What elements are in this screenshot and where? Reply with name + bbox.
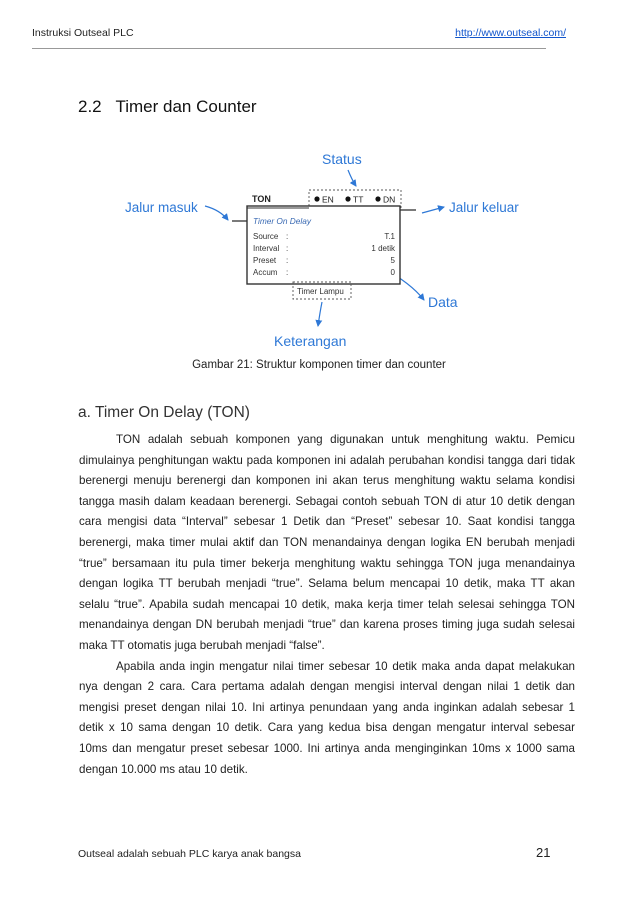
label-status: Status xyxy=(322,151,362,167)
block-comment: Timer Lampu xyxy=(297,287,344,296)
block-type: Timer On Delay xyxy=(253,216,312,226)
row-interval-label: Interval xyxy=(253,244,280,253)
status-arrow xyxy=(348,170,356,186)
row-preset-label: Preset xyxy=(253,256,277,265)
block-name: TON xyxy=(252,194,271,204)
label-input: Jalur masuk xyxy=(125,200,198,215)
status-dot-en xyxy=(314,196,319,201)
input-arrow xyxy=(205,206,228,220)
description-arrow xyxy=(318,302,322,326)
row-accum-label: Accum xyxy=(253,268,278,277)
row-preset-sep: : xyxy=(286,256,289,265)
subsection-title: a. Timer On Delay (TON) xyxy=(78,404,250,421)
section-title: 2.2 Timer dan Counter xyxy=(78,97,257,116)
row-interval-value: 1 detik xyxy=(371,244,395,253)
paragraph: TON adalah sebuah komponen yang digunakan untuk menghitung waktu. Pemicu dimulainya penghitungan waktu pada komponen ini adalah perubahan kondisi tangga dari tidak berenergi menuju berenergi dan komponen ini akan terus menghitung waktu selama kondisi tangga masih dalam keadaan berenergi. Sebagai contoh sebuah TON di atur 10 detik dengan cara mengisi data “Interval” sebesar 1 Detik dan “Preset” sebesar 10. Saat kondisi tangga berenergi, maka timer mulai aktif dan TON menandainya dengan logika EN berubah menjadi “true” bersamaan itu pula timer bekerja menghitung waktu sehingga TON juga menandainya dengan logika TT berubah menjadi “true”. Selama belum mencapai 10 detik, maka TT akan selalu “true”. Apabila sudah mencapai 10 detik, maka kerja timer telah selesai sehingga TON menandainya dengan DN berubah menjadi “true” dan karena proses timing juga sudah selesai maka TT otomatis juga berubah menjadi “false”. xyxy=(79,433,575,652)
footer-text: Outseal adalah sebuah PLC karya anak bangsa xyxy=(78,848,301,860)
header-link[interactable]: http://www.outseal.com/ xyxy=(455,27,566,39)
row-accum-value: 0 xyxy=(390,268,395,277)
label-description: Keterangan xyxy=(274,333,347,349)
status-bit-tt: TT xyxy=(353,194,364,205)
row-preset-value: 5 xyxy=(390,256,395,265)
status-dot-dn xyxy=(375,196,380,201)
timer-diagram xyxy=(110,142,530,354)
status-bit-dn: DN xyxy=(383,194,396,205)
paragraph: Apabila anda ingin mengatur nilai timer sebesar 10 detik maka anda dapat melakukan nya dengan 2 cara. Cara pertama adalah dengan mengisi interval dengan nilai 1 detik dan mengisi preset dengan nilai 10. Ini artinya penundaan yang anda inginkan adalah sebesar 1 detik x 10 sama dengan 10 detik. Cara yang kedua bisa dengan mengatur interval sebesar 10ms dan mengatur preset sebesar 1000. Ini artinya anda menginginkan 10ms x 1000 sama dengan 10.000 ms atau 10 detik. xyxy=(79,659,575,776)
body-text xyxy=(79,430,575,780)
status-bit-en: EN xyxy=(322,194,334,205)
row-source-sep: : xyxy=(286,232,289,241)
label-output: Jalur keluar xyxy=(449,200,519,215)
output-arrow xyxy=(422,207,444,213)
row-accum-sep: : xyxy=(286,268,289,277)
figure-caption: Gambar 21: Struktur komponen timer dan counter xyxy=(192,359,446,371)
row-source-label: Source xyxy=(253,232,279,241)
label-data: Data xyxy=(428,294,458,310)
row-interval-sep: : xyxy=(286,244,289,253)
status-dot-tt xyxy=(345,196,350,201)
header-title: Instruksi Outseal PLC xyxy=(32,27,134,39)
timer-structure-figure xyxy=(110,142,530,354)
header-divider xyxy=(32,48,546,49)
row-source-value: T.1 xyxy=(384,232,395,241)
page-number: 21 xyxy=(536,845,551,860)
